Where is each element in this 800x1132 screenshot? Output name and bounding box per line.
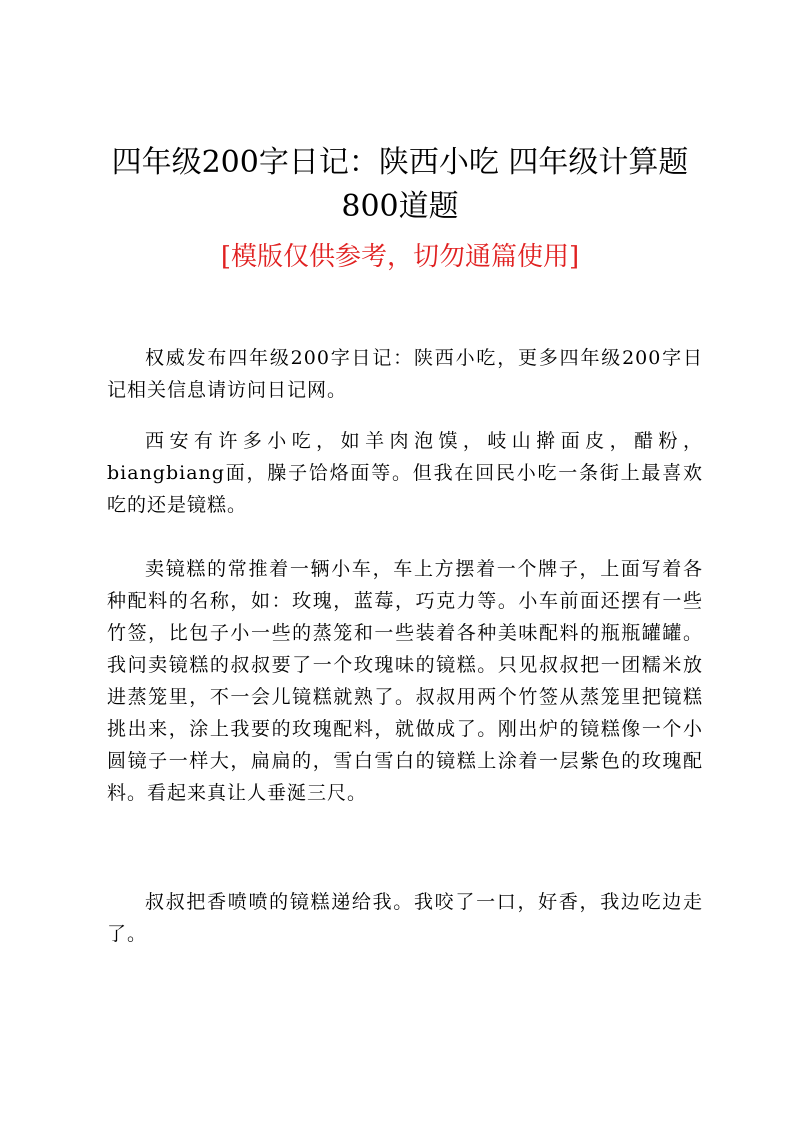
paragraph-intro: 权威发布四年级200字日记：陕西小吃，更多四年级200字日记相关信息请访问日记网。 <box>107 347 703 401</box>
document-title-line2: 800道题 <box>341 189 459 224</box>
paragraph-jinggao: 卖镜糕的常推着一辆小车，车上方摆着一个牌子，上面写着各种配料的名称，如：玫瑰，蓝莓，巧克力等。小车前面还摆有一些竹签，比包子小一些的蒸笼和一些装着各种美味配料的瓶瓶罐罐。我问卖镜糕的叔叔要了一个玫瑰味的镜糕。只见叔叔把一团糯米放进蒸笼里，不一会儿镜糕就熟了。叔叔用两个竹签从蒸笼里把镜糕挑出来，涂上我要的玫瑰配料，就做成了。刚出炉的镜糕像一个小圆镜子一样大，扁扁的，雪白雪白的镜糕上涂着一层紫色的玫瑰配料。看起来真让人垂涎三尺。 <box>107 558 703 804</box>
document-title-line1: 四年级200字日记：陕西小吃 四年级计算题 <box>111 145 689 180</box>
paragraph-snacks: 西安有许多小吃，如羊肉泡馍，岐山擀面皮，醋粉，biangbiang面，臊子饸烙面等。但我在回民小吃一条街上最喜欢吃的还是镜糕。 <box>107 430 703 516</box>
template-notice: [模版仅供参考，切勿通篇使用] <box>220 242 580 272</box>
paragraph-ending: 叔叔把香喷喷的镜糕递给我。我咬了一口，好香，我边吃边走了。 <box>107 891 703 945</box>
